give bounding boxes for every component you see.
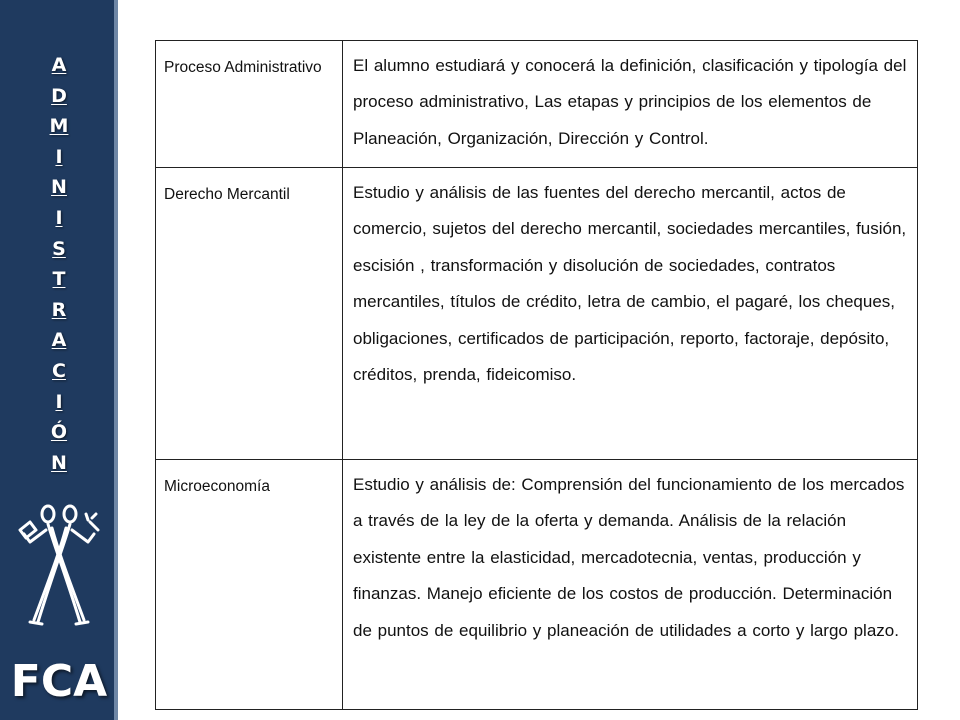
title-letter: D bbox=[51, 84, 67, 107]
subjects-table bbox=[155, 40, 918, 710]
subject-description: Estudio y análisis de: Comprensión del funcionamiento de los mercados a través de la ley de la oferta y demanda. Análisis de la relación existente entre la elasticidad, mercadotecnia, ventas, producción y finanzas. Manejo eficiente de los costos de producción. Determinación de puntos de equilibrio y planeación de utilidades a corto y largo plazo. bbox=[343, 460, 918, 710]
sidebar bbox=[0, 0, 118, 720]
subject-name: Proceso Administrativo bbox=[156, 41, 343, 168]
subject-name: Microeconomía bbox=[156, 460, 343, 710]
subject-description: El alumno estudiará y conocerá la definición, clasificación y tipología del proceso administrativo, Las etapas y principios de los elementos de Planeación, Organización, Dirección y Control. bbox=[343, 41, 918, 168]
title-letter: Ó bbox=[50, 421, 68, 444]
title-letter: M bbox=[49, 115, 69, 138]
table-row bbox=[156, 168, 918, 460]
title-letter: I bbox=[55, 390, 63, 413]
title-letter: A bbox=[51, 329, 67, 352]
title-letter: R bbox=[51, 298, 67, 321]
table-row bbox=[156, 460, 918, 710]
title-letter: N bbox=[51, 451, 67, 474]
subject-description: Estudio y análisis de las fuentes del derecho mercantil, actos de comercio, sujetos del derecho mercantil, sociedades mercantiles, fusión, escisión , transformación y disolución de sociedades, contratos mercantiles, títulos de crédito, letra de cambio, el pagaré, los cheques, obligaciones, certificados de participación, reporto, factoraje, depósito, créditos, prenda, fideicomiso. bbox=[343, 168, 918, 460]
title-letter: S bbox=[52, 237, 66, 260]
title-letter: C bbox=[52, 359, 66, 382]
title-letter: A bbox=[51, 54, 67, 76]
vertical-title bbox=[0, 50, 118, 478]
title-letter: N bbox=[51, 176, 67, 199]
two-figures-logo-icon bbox=[18, 500, 100, 630]
table-row bbox=[156, 41, 918, 168]
fca-label: FCA bbox=[10, 656, 108, 707]
title-letter: I bbox=[55, 206, 63, 229]
title-letter: T bbox=[52, 268, 66, 291]
subject-name: Derecho Mercantil bbox=[156, 168, 343, 460]
title-letter: I bbox=[55, 145, 63, 168]
